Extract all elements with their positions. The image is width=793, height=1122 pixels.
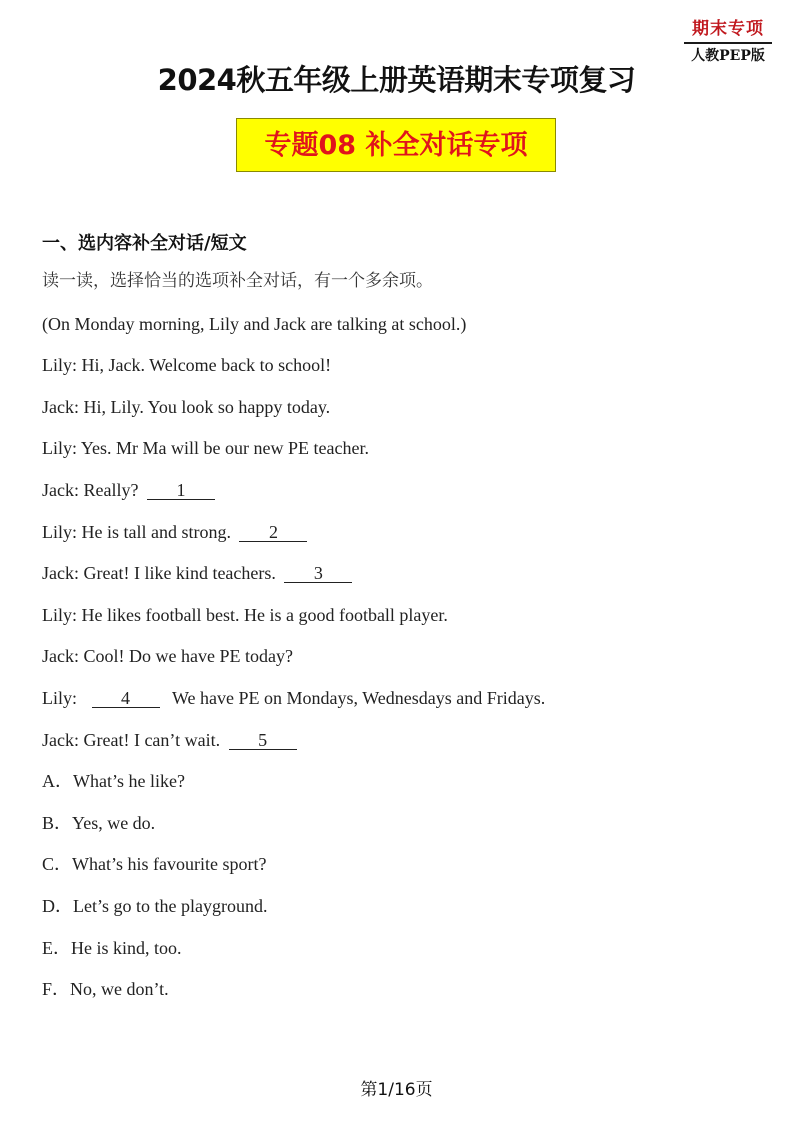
dialogue-line (42, 729, 297, 751)
dialogue-line-text: Jack: Cool! Do we have PE today? (42, 646, 293, 666)
option-b: B．Yes, we do. (42, 813, 156, 833)
dialogue-line (42, 479, 215, 501)
dialogue-line-text: Lily: (42, 688, 77, 708)
page-number: 第1/16页 (360, 1080, 433, 1100)
badge-label-top: 期末专项 (692, 19, 764, 39)
option-c: C．What’s his favourite sport? (42, 854, 267, 874)
answer-blank[interactable]: 2 (239, 523, 307, 542)
badge-divider (684, 42, 772, 44)
answer-blank[interactable]: 1 (147, 481, 215, 500)
dialogue-line-text: Lily: Yes. Mr Ma will be our new PE teacher. (42, 438, 369, 458)
dialogue-context: (On Monday morning, Lily and Jack are talking at school.) (42, 314, 467, 334)
instruction-text: 读一读，选择恰当的选项补全对话，有一个多余项。 (42, 271, 433, 291)
dialogue-line (42, 354, 331, 376)
option-e: E．He is kind, too. (42, 938, 182, 958)
page-title: 2024秋五年级上册英语期末专项复习 (157, 63, 636, 97)
section-heading: 一、选内容补全对话/短文 (42, 233, 247, 254)
option-a: A．What’s he like? (42, 771, 185, 791)
dialogue-line-text: Jack: Really? (42, 480, 139, 500)
option-f: F．No, we don’t. (42, 979, 169, 999)
dialogue-line-text: Lily: He is tall and strong. (42, 522, 231, 542)
dialogue-line-text: Lily: Hi, Jack. Welcome back to school! (42, 355, 332, 375)
dialogue-line (42, 396, 330, 418)
topic-title: 专题08 补全对话专项 (236, 118, 556, 172)
answer-blank[interactable]: 4 (92, 689, 160, 708)
dialogue-line-text: Lily: He likes football best. He is a good football player. (42, 605, 448, 625)
dialogue-line (42, 562, 352, 584)
answer-blank[interactable]: 5 (229, 731, 297, 750)
dialogue-line (42, 437, 369, 459)
option-d: D．Let’s go to the playground. (42, 896, 268, 916)
dialogue-line-text: Jack: Hi, Lily. You look so happy today. (42, 397, 331, 417)
dialogue-line (42, 604, 448, 626)
dialogue-line (42, 687, 545, 709)
badge-label-bottom: 人教PEP版 (691, 48, 765, 64)
dialogue-line-text: Jack: Great! I like kind teachers. (42, 563, 276, 583)
dialogue-line (42, 521, 307, 543)
answer-blank[interactable]: 3 (284, 564, 352, 583)
dialogue-line-tail: We have PE on Mondays, Wednesdays and Fridays. (172, 688, 546, 708)
dialogue-line (42, 645, 293, 667)
dialogue-line-text: Jack: Great! I can’t wait. (42, 730, 221, 750)
